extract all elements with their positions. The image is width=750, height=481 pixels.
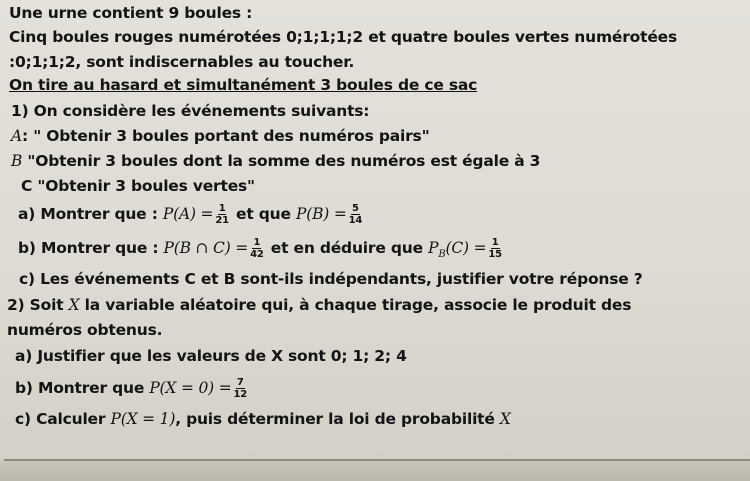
event-b-line [11,152,540,170]
question-2b-prefix: b) Montrer que [15,379,150,397]
question-1b-mid: et en déduire que [265,239,429,257]
intro-line-2 [9,28,677,46]
prob-b-inter-c-expression: P(B ∩ C) = [163,239,249,257]
question-1a-mid: et que [230,205,297,223]
intro-text-2: Cinq boules rouges numérotées 0;1;1;1;2 et quatre boules vertes numérotées [9,28,677,46]
intro-text-4: On tire au hasard et simultanément 3 boules de ce sac [9,76,478,94]
question-1b-line [18,237,504,260]
question-1b-prefix: b) Montrer que : [18,239,164,257]
cond-prob-rest: (C) = [445,239,487,257]
intro-text-1: Une urne contient 9 boules : [9,4,253,22]
cond-prob-p: P [428,239,439,257]
question-1-title-text: 1) On considère les événements suivants: [11,102,370,120]
prob-a-numerator: 1 [218,203,226,214]
intro-text-3: :0;1;1;2, sont indiscernables au toucher. [9,53,355,71]
cond-prob-denominator: 15 [488,249,502,260]
event-b-letter: B [11,152,23,170]
prob-b-expression: P(B) = [296,205,347,223]
cond-prob-subscript: B [438,249,446,261]
question-2c-prefix: c) Calculer [15,410,111,428]
prob-b-denominator: 14 [348,215,363,226]
event-a-text: : " Obtenir 3 boules portant des numéros pairs" [22,127,430,145]
intro-line-1 [9,4,252,22]
prob-a-expression: P(A) = [162,205,214,223]
prob-b-numerator: 5 [352,203,359,214]
prob-x0-fraction [234,377,248,400]
prob-x0-numerator: 7 [236,377,244,388]
question-1a-line [18,203,364,226]
prob-x1-expression: P(X = 1) [110,410,176,428]
event-a-letter: A [11,127,22,145]
prob-a-fraction [215,203,229,226]
question-2c-rest: , puis déterminer la loi de probabilité [175,410,500,428]
question-1a-prefix: a) Montrer que : [18,205,163,223]
paper-bottom-edge [0,461,750,481]
question-2c-line [15,410,511,428]
question-2b-line [15,377,249,400]
prob-b-inter-c-denominator: 42 [250,249,264,260]
question-2-title-start: 2) Soit [7,296,69,314]
cond-prob-numerator: 1 [491,237,499,248]
prob-b-inter-c-numerator: 1 [253,237,261,248]
question-2-title-end: numéros obtenus. [7,321,163,339]
event-a-line [11,127,429,145]
question-2-title-line-2 [7,321,162,339]
question-1-title [11,102,369,120]
prob-x0-denominator: 12 [233,389,248,400]
question-2-variable: X [68,296,80,314]
prob-a-denominator: 21 [215,215,229,226]
prob-b-fraction [349,203,363,226]
event-c-line [21,177,255,195]
question-2a-text: a) Justifier que les valeurs de X sont 0; 1; 2; 4 [15,347,407,365]
question-2c-variable: X [499,410,511,428]
question-1c-line [19,270,643,288]
prob-b-inter-c-fraction [250,237,264,260]
question-2-title-rest: la variable aléatoire qui, à chaque tirage, associe le produit des [79,296,632,314]
question-2-title [7,296,631,314]
question-2a-line [15,347,407,365]
event-c-text: C "Obtenir 3 boules vertes" [21,177,255,195]
event-b-text: "Obtenir 3 boules dont la somme des numéros est égale à 3 [22,152,541,170]
question-1c-text: c) Les événements C et B sont-ils indépendants, justifier votre réponse ? [19,270,643,288]
prob-x0-expression: P(X = 0) = [149,379,232,397]
intro-line-4 [9,76,477,94]
cond-prob-fraction [488,237,502,260]
intro-line-3 [9,53,354,71]
